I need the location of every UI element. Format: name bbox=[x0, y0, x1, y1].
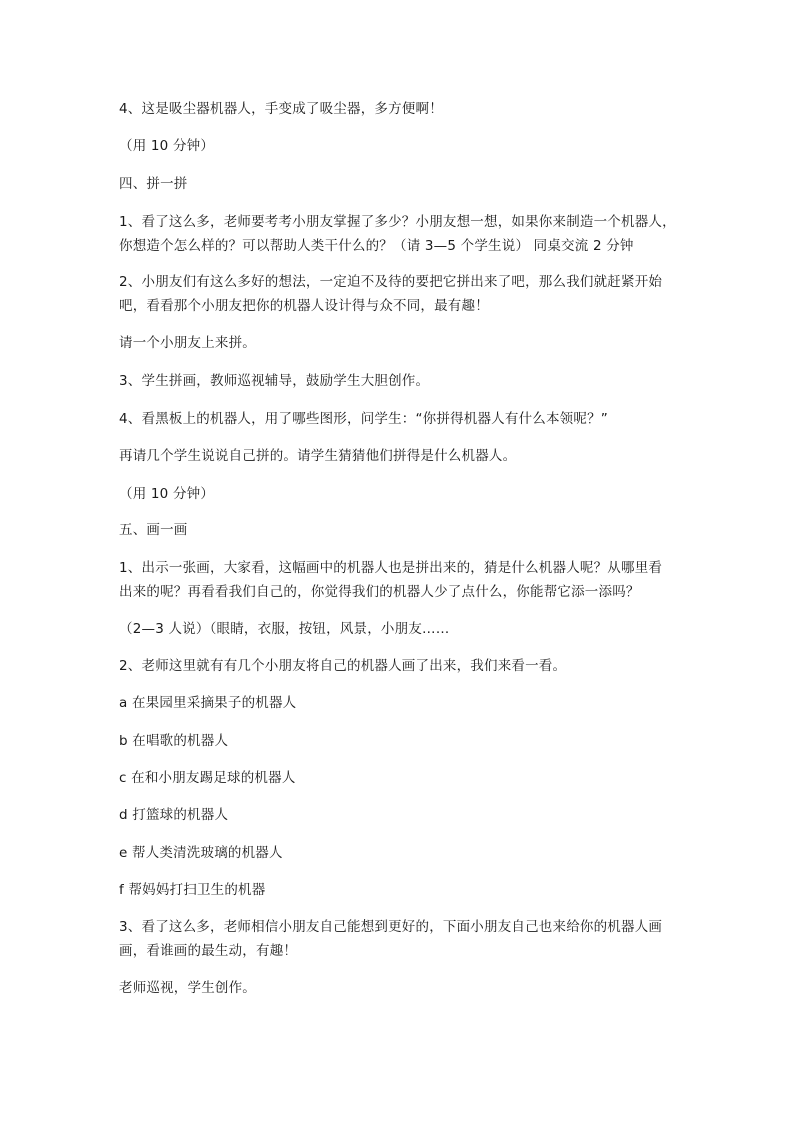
text-line: 你想造个怎么样的？可以帮助人类干什么的？（请 3—5 个学生说） 同桌交流 2 分钟 bbox=[119, 238, 634, 254]
paragraph-draw-step-3 bbox=[119, 915, 681, 963]
text-line: 老师巡视，学生创作。 bbox=[119, 980, 256, 996]
text-line: 2、老师这里就有有几个小朋友将自己的机器人画了出来，我们来看一看。 bbox=[119, 658, 567, 674]
text-line: 3、看了这么多，老师相信小朋友自己能想到更好的，下面小朋友自己也来给你的机器人画 bbox=[119, 919, 663, 935]
paragraph-time-note bbox=[119, 134, 681, 158]
paragraph-invite bbox=[119, 331, 681, 355]
text-line: 五、画一画 bbox=[119, 522, 188, 538]
list-item-d bbox=[119, 803, 681, 827]
paragraph-step-1 bbox=[119, 210, 681, 258]
paragraph-step-3 bbox=[119, 369, 681, 393]
text-line: 请一个小朋友上来拼。 bbox=[119, 335, 256, 351]
list-item-e bbox=[119, 841, 681, 865]
list-item-b bbox=[119, 729, 681, 753]
text-line: a 在果园里采摘果子的机器人 bbox=[119, 695, 297, 711]
text-line: 1、看了这么多，老师要考考小朋友掌握了多少？小朋友想一想，如果你来制造一个机器人， bbox=[119, 214, 676, 230]
section-heading-assemble bbox=[119, 172, 681, 196]
paragraph-step-2 bbox=[119, 270, 681, 318]
paragraph-draw-step-2 bbox=[119, 654, 681, 678]
text-line: 吧，看看那个小朋友把你的机器人设计得与众不同，最有趣！ bbox=[119, 298, 489, 314]
paragraph-draw-step-1 bbox=[119, 556, 681, 604]
text-line: 2、小朋友们有这么多好的想法，一定迫不及待的要把它拼出来了吧，那么我们就赶紧开始 bbox=[119, 274, 663, 290]
paragraph-step-4 bbox=[119, 407, 681, 431]
paragraph-time-note-2 bbox=[119, 482, 681, 506]
paragraph-teacher-patrol bbox=[119, 976, 681, 1000]
text-line: （用 10 分钟） bbox=[119, 486, 215, 502]
text-line: 1、出示一张画，大家看，这幅画中的机器人也是拼出来的，猜是什么机器人呢？从哪里看 bbox=[119, 560, 663, 576]
paragraph-vacuum-robot bbox=[119, 97, 681, 121]
paragraph-students-share bbox=[119, 444, 681, 468]
text-line: 画，看谁画的最生动，有趣！ bbox=[119, 943, 298, 959]
list-item-a bbox=[119, 691, 681, 715]
text-line: 四、拼一拼 bbox=[119, 176, 188, 192]
text-line: c 在和小朋友踢足球的机器人 bbox=[119, 770, 296, 786]
text-line: 4、这是吸尘器机器人，手变成了吸尘器，多方便啊！ bbox=[119, 101, 443, 117]
list-item-c bbox=[119, 766, 681, 790]
text-line: f 帮妈妈打扫卫生的机器 bbox=[119, 882, 266, 898]
section-heading-draw bbox=[119, 518, 681, 542]
text-line: e 帮人类清洗玻璃的机器人 bbox=[119, 845, 283, 861]
text-line: b 在唱歌的机器人 bbox=[119, 733, 229, 749]
text-line: 3、学生拼画，教师巡视辅导，鼓励学生大胆创作。 bbox=[119, 373, 430, 389]
paragraph-students-say bbox=[119, 617, 681, 641]
text-line: 再请几个学生说说自己拼的。请学生猜猜他们拼得是什么机器人。 bbox=[119, 448, 517, 464]
list-item-f bbox=[119, 878, 681, 902]
text-line: d 打篮球的机器人 bbox=[119, 807, 229, 823]
text-line: 4、看黑板上的机器人，用了哪些图形，问学生：“你拼得机器人有什么本领呢？” bbox=[119, 411, 608, 427]
text-line: （2—3 人说）（眼睛，衣服，按钮，风景，小朋友…… bbox=[119, 621, 450, 637]
text-line: 出来的呢？再看看我们自己的，你觉得我们的机器人少了点什么，你能帮它添一添吗？ bbox=[119, 584, 640, 600]
text-line: （用 10 分钟） bbox=[119, 138, 215, 154]
